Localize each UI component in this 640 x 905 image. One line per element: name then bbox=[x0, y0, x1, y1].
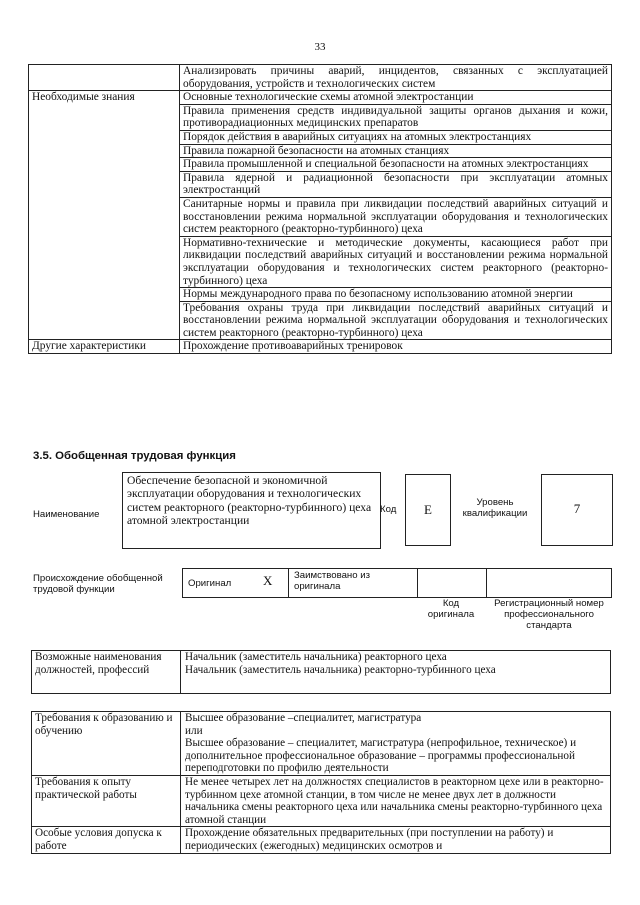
requirement-line: Высшее образование – специалитет, магистратура (непрофильное, техническое) и дополнительное профессиональное образование – программы профессиональной переподготовки по профилю деятельности bbox=[185, 737, 577, 775]
row-item: Правила ядерной и радиационной безопасности при эксплуатации атомных электростанций bbox=[180, 171, 612, 197]
row-item: Требования охраны труда при ликвидации последствий аварийных ситуаций и восстановлении режима нормальной эксплуатации оборудования и технологических систем реакторного (реакторно-турбинного) цеха bbox=[180, 301, 612, 340]
positions-label: Возможные наименования должностей, профессий bbox=[32, 651, 181, 694]
row-item: Анализировать причины аварий, инцидентов, связанных с эксплуатацией оборудования, устройств и технологических систем bbox=[180, 65, 612, 91]
code-value: E bbox=[405, 474, 451, 546]
row-item: Основные технологические схемы атомной электростанции bbox=[180, 91, 612, 105]
knowledge-table bbox=[28, 64, 612, 354]
row-label bbox=[29, 65, 180, 91]
requirement-line: Высшее образование –специалитет, магистратура bbox=[185, 712, 422, 724]
row-label: Необходимые знания bbox=[29, 91, 180, 340]
origin-box bbox=[182, 568, 612, 598]
requirement-line: Прохождение обязательных предварительных (при поступлении на работу) и периодических (ежегодных) медицинских осмотров и bbox=[185, 827, 554, 852]
admission-label: Особые условия допуска к работе bbox=[32, 827, 181, 853]
name-label: Наименование bbox=[33, 509, 100, 520]
divider bbox=[417, 569, 418, 597]
row-item: Правила пожарной безопасности на атомных станциях bbox=[180, 144, 612, 158]
page-number: 33 bbox=[314, 41, 326, 53]
row-item: Правила промышленной и специальной безопасности на атомных электростанциях bbox=[180, 158, 612, 172]
requirement-line: Не менее четырех лет на должностях специалистов в реакторном цехе или в реакторно-турбинном цехе атомной станции, в том числе не менее двух лет в должности начальника смены реакторного цеха или начальника смены реакторно-турбинного цеха атомной станции bbox=[185, 775, 604, 826]
requirement-line: или bbox=[185, 724, 203, 737]
positions-table bbox=[31, 650, 611, 694]
code-original-caption: Код оригинала bbox=[427, 598, 475, 620]
qualification-level-value: 7 bbox=[541, 474, 613, 546]
original-label: Оригинал bbox=[188, 578, 232, 589]
requirements-table bbox=[31, 711, 611, 854]
row-item: Порядок действия в аварийных ситуациях на атомных электростанциях bbox=[180, 130, 612, 144]
experience-values bbox=[181, 775, 611, 826]
table-row bbox=[32, 775, 611, 826]
position-item: Начальник (заместитель начальника) реакторно-турбинного цеха bbox=[185, 663, 496, 676]
row-item: Прохождение противоаварийных тренировок bbox=[180, 340, 612, 354]
divider bbox=[288, 569, 289, 597]
table-row bbox=[32, 651, 611, 694]
education-values bbox=[181, 712, 611, 776]
row-item: Нормативно-технические и методические документы, касающиеся работ при ликвидации последствий аварийных ситуаций и восстановлении режима нормальной эксплуатации оборудования и технологических систем реакторного (реакторно-турбинного) цеха bbox=[180, 236, 612, 287]
qualification-level-label: Уровень квалификации bbox=[462, 497, 528, 519]
divider bbox=[486, 569, 487, 597]
section-title: 3.5. Обобщенная трудовая функция bbox=[33, 450, 236, 462]
table-row bbox=[29, 340, 612, 354]
regnum-caption: Регистрационный номер профессионального стандарта bbox=[494, 598, 604, 631]
code-label: Код bbox=[380, 504, 397, 515]
row-item: Нормы международного права по безопасному использованию атомной энергии bbox=[180, 288, 612, 302]
origin-label: Происхождение обобщенной трудовой функции bbox=[33, 573, 163, 595]
row-item: Правила применения средств индивидуальной защиты органов дыхания и кожи, противорадиационных медицинских препаратов bbox=[180, 104, 612, 130]
table-row bbox=[32, 827, 611, 853]
borrowed-label: Заимствовано из оригинала bbox=[294, 570, 370, 592]
table-row bbox=[29, 65, 612, 91]
table-row bbox=[29, 91, 612, 105]
experience-label: Требования к опыту практической работы bbox=[32, 775, 181, 826]
original-mark: X bbox=[263, 573, 273, 588]
table-row bbox=[32, 712, 611, 776]
positions-values bbox=[181, 651, 611, 694]
education-label: Требования к образованию и обучению bbox=[32, 712, 181, 776]
position-item: Начальник (заместитель начальника) реакторного цеха bbox=[185, 651, 447, 663]
function-name: Обеспечение безопасной и экономичной эксплуатации оборудования и технологических систем реакторного (реакторно-турбинного) цеха атомной электростанции bbox=[122, 472, 381, 549]
row-label: Другие характеристики bbox=[29, 340, 180, 354]
admission-values bbox=[181, 827, 611, 853]
row-item: Санитарные нормы и правила при ликвидации последствий аварийных ситуаций и восстановлении режима нормальной эксплуатации оборудования и технологических систем реакторного (реакторно-турбинного) цеха bbox=[180, 197, 612, 236]
